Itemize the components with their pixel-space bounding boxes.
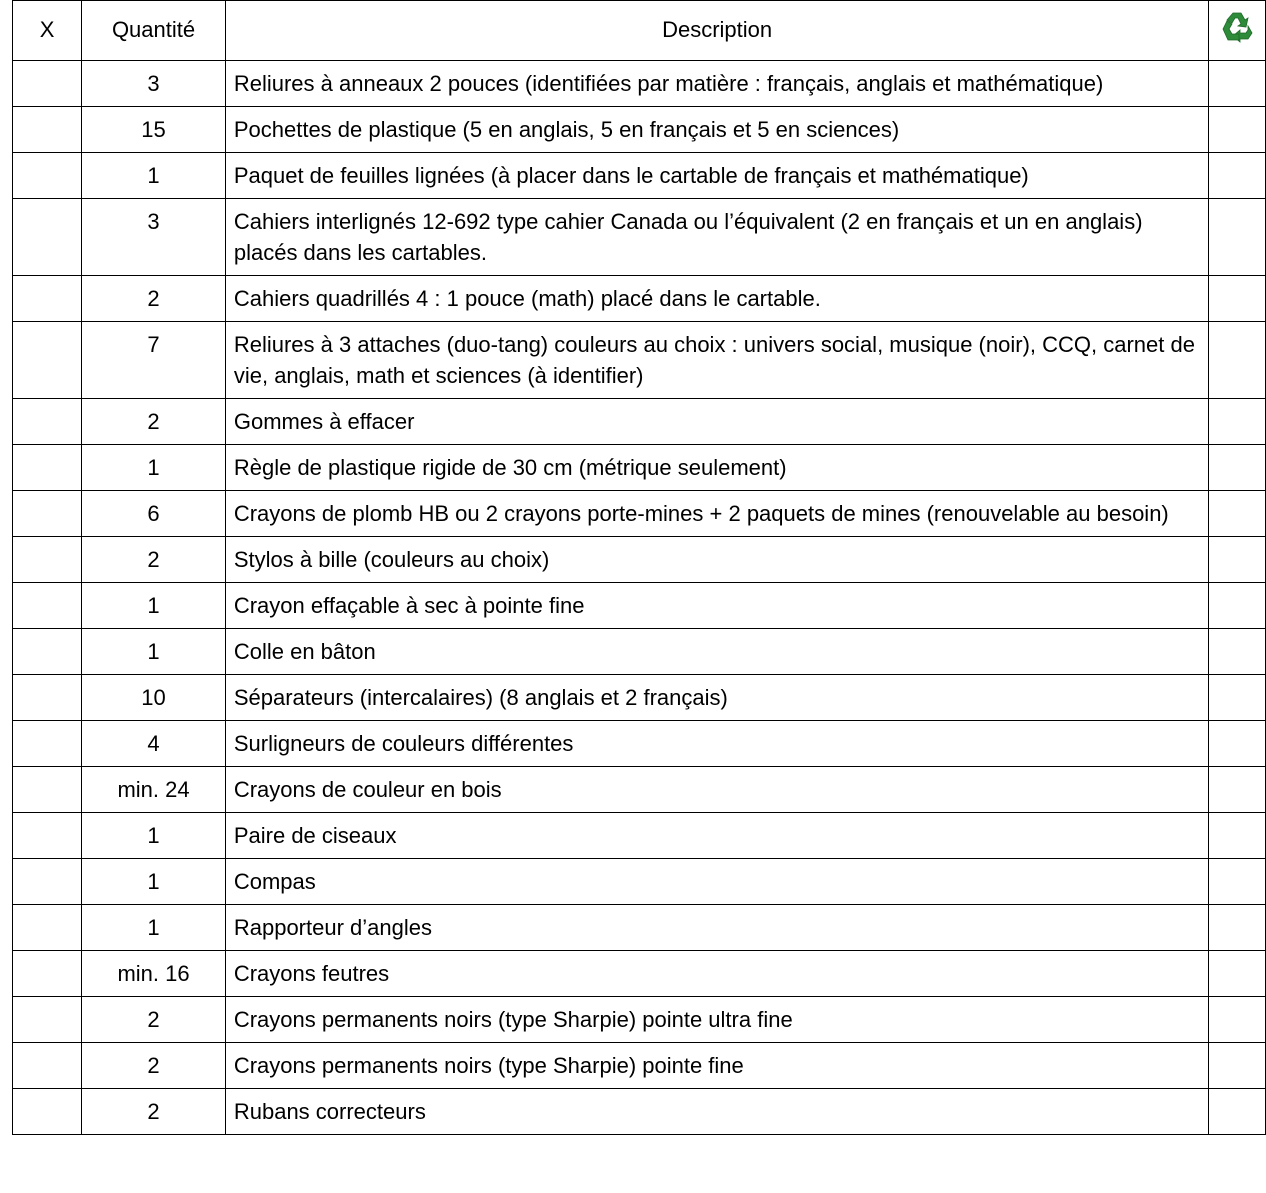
check-cell[interactable] <box>13 445 82 491</box>
header-quantity: Quantité <box>82 1 226 61</box>
description-cell: Gommes à effacer <box>225 399 1209 445</box>
recycle-cell <box>1209 583 1266 629</box>
table-row <box>13 583 1266 629</box>
table-row <box>13 276 1266 322</box>
table-row <box>13 1089 1266 1135</box>
recycle-cell <box>1209 767 1266 813</box>
quantity-cell: 15 <box>82 107 226 153</box>
recycle-cell <box>1209 905 1266 951</box>
table-row <box>13 721 1266 767</box>
recycle-cell <box>1209 537 1266 583</box>
quantity-cell: 1 <box>82 629 226 675</box>
description-cell: Rapporteur d’angles <box>225 905 1209 951</box>
check-cell[interactable] <box>13 675 82 721</box>
check-cell[interactable] <box>13 276 82 322</box>
quantity-cell: 4 <box>82 721 226 767</box>
quantity-cell: min. 16 <box>82 951 226 997</box>
quantity-cell: 1 <box>82 153 226 199</box>
table-row <box>13 399 1266 445</box>
recycle-cell <box>1209 1043 1266 1089</box>
check-cell[interactable] <box>13 491 82 537</box>
table-row <box>13 859 1266 905</box>
quantity-cell: 2 <box>82 276 226 322</box>
check-cell[interactable] <box>13 997 82 1043</box>
table-row <box>13 199 1266 276</box>
table-row <box>13 629 1266 675</box>
table-header-row <box>13 1 1266 61</box>
recycle-cell <box>1209 951 1266 997</box>
check-cell[interactable] <box>13 583 82 629</box>
recycle-cell <box>1209 445 1266 491</box>
table-row <box>13 61 1266 107</box>
description-cell: Crayon effaçable à sec à pointe fine <box>225 583 1209 629</box>
recycle-cell <box>1209 199 1266 276</box>
description-cell: Règle de plastique rigide de 30 cm (métrique seulement) <box>225 445 1209 491</box>
recycle-cell <box>1209 629 1266 675</box>
table-row <box>13 767 1266 813</box>
quantity-cell: 3 <box>82 61 226 107</box>
recycle-cell <box>1209 491 1266 537</box>
check-cell[interactable] <box>13 813 82 859</box>
recycle-cell <box>1209 721 1266 767</box>
check-cell[interactable] <box>13 951 82 997</box>
check-cell[interactable] <box>13 399 82 445</box>
description-cell: Rubans correcteurs <box>225 1089 1209 1135</box>
recycle-cell <box>1209 997 1266 1043</box>
check-cell[interactable] <box>13 199 82 276</box>
supply-list-table <box>12 0 1266 1135</box>
check-cell[interactable] <box>13 537 82 583</box>
recycle-cell <box>1209 322 1266 399</box>
quantity-cell: 1 <box>82 583 226 629</box>
check-cell[interactable] <box>13 629 82 675</box>
description-cell: Crayons feutres <box>225 951 1209 997</box>
quantity-cell: 2 <box>82 997 226 1043</box>
quantity-cell: 10 <box>82 675 226 721</box>
recycle-cell <box>1209 107 1266 153</box>
quantity-cell: 1 <box>82 813 226 859</box>
recycle-cell <box>1209 399 1266 445</box>
description-cell: Séparateurs (intercalaires) (8 anglais et 2 français) <box>225 675 1209 721</box>
quantity-cell: 1 <box>82 859 226 905</box>
header-description: Description <box>225 1 1209 61</box>
description-cell: Crayons permanents noirs (type Sharpie) pointe fine <box>225 1043 1209 1089</box>
recycle-cell <box>1209 859 1266 905</box>
table-row <box>13 491 1266 537</box>
quantity-cell: 2 <box>82 399 226 445</box>
description-cell: Stylos à bille (couleurs au choix) <box>225 537 1209 583</box>
description-cell: Cahiers quadrillés 4 : 1 pouce (math) placé dans le cartable. <box>225 276 1209 322</box>
quantity-cell: 6 <box>82 491 226 537</box>
description-cell: Crayons permanents noirs (type Sharpie) pointe ultra fine <box>225 997 1209 1043</box>
check-cell[interactable] <box>13 61 82 107</box>
table-row <box>13 537 1266 583</box>
table-row <box>13 675 1266 721</box>
recycle-cell <box>1209 61 1266 107</box>
check-cell[interactable] <box>13 859 82 905</box>
header-x: X <box>13 1 82 61</box>
recycle-cell <box>1209 153 1266 199</box>
quantity-cell: 2 <box>82 1043 226 1089</box>
description-cell: Paire de ciseaux <box>225 813 1209 859</box>
description-cell: Reliures à anneaux 2 pouces (identifiées par matière : français, anglais et mathématique) <box>225 61 1209 107</box>
recycle-cell <box>1209 675 1266 721</box>
table-row <box>13 951 1266 997</box>
description-cell: Surligneurs de couleurs différentes <box>225 721 1209 767</box>
check-cell[interactable] <box>13 1089 82 1135</box>
description-cell: Compas <box>225 859 1209 905</box>
quantity-cell: 2 <box>82 1089 226 1135</box>
check-cell[interactable] <box>13 322 82 399</box>
check-cell[interactable] <box>13 905 82 951</box>
recycle-icon <box>1219 9 1255 45</box>
table-row <box>13 1043 1266 1089</box>
check-cell[interactable] <box>13 1043 82 1089</box>
quantity-cell: 1 <box>82 445 226 491</box>
table-row <box>13 997 1266 1043</box>
table-row <box>13 153 1266 199</box>
recycle-cell <box>1209 276 1266 322</box>
description-cell: Colle en bâton <box>225 629 1209 675</box>
check-cell[interactable] <box>13 767 82 813</box>
description-cell: Crayons de couleur en bois <box>225 767 1209 813</box>
recycle-cell <box>1209 1089 1266 1135</box>
description-cell: Crayons de plomb HB ou 2 crayons porte-mines + 2 paquets de mines (renouvelable au besoin) <box>225 491 1209 537</box>
header-recycle <box>1209 1 1266 61</box>
quantity-cell: 7 <box>82 322 226 399</box>
description-cell: Cahiers interlignés 12-692 type cahier Canada ou l’équivalent (2 en français et un en anglais) placés dans les cartables. <box>225 199 1209 276</box>
table-row <box>13 813 1266 859</box>
quantity-cell: min. 24 <box>82 767 226 813</box>
quantity-cell: 2 <box>82 537 226 583</box>
quantity-cell: 1 <box>82 905 226 951</box>
description-cell: Pochettes de plastique (5 en anglais, 5 en français et 5 en sciences) <box>225 107 1209 153</box>
table-row <box>13 107 1266 153</box>
check-cell[interactable] <box>13 721 82 767</box>
description-cell: Reliures à 3 attaches (duo-tang) couleurs au choix : univers social, musique (noir), CCQ, carnet de vie, anglais, math et sciences (à identifier) <box>225 322 1209 399</box>
description-cell: Paquet de feuilles lignées (à placer dans le cartable de français et mathématique) <box>225 153 1209 199</box>
table-row <box>13 905 1266 951</box>
table-row <box>13 322 1266 399</box>
table-row <box>13 445 1266 491</box>
recycle-cell <box>1209 813 1266 859</box>
quantity-cell: 3 <box>82 199 226 276</box>
check-cell[interactable] <box>13 153 82 199</box>
check-cell[interactable] <box>13 107 82 153</box>
